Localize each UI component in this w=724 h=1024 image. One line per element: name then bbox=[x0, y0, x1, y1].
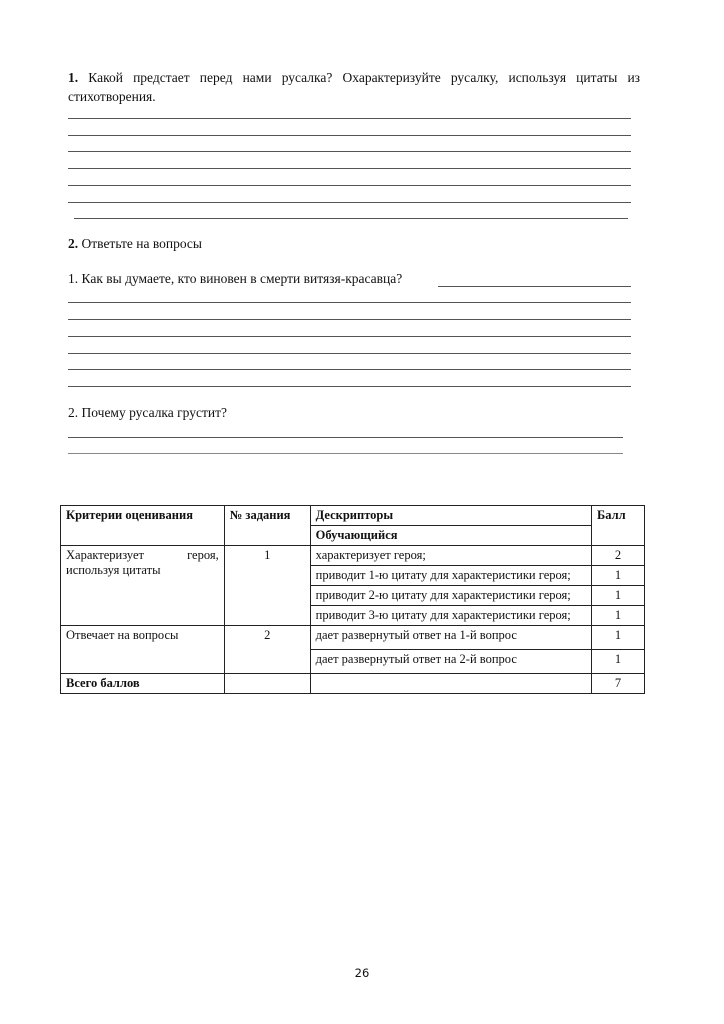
answer-line bbox=[68, 168, 631, 169]
question-1-text: Какой предстает перед нами русалка? Охарактеризуйте русалку, используя цитаты из стихотворения. bbox=[68, 70, 640, 104]
table-row bbox=[61, 546, 645, 566]
table-header-row bbox=[61, 506, 645, 526]
header-task-number: № задания bbox=[224, 506, 310, 546]
descriptor-cell: приводит 2-ю цитату для характеристики героя; bbox=[310, 586, 591, 606]
page-number: 26 bbox=[354, 966, 370, 980]
answer-line bbox=[68, 437, 623, 438]
header-descriptors: Дескрипторы bbox=[310, 506, 591, 526]
answer-line bbox=[68, 151, 631, 152]
answer-line bbox=[68, 336, 631, 337]
score-cell: 1 bbox=[592, 586, 645, 606]
answer-line bbox=[68, 302, 631, 303]
answer-line bbox=[68, 135, 631, 136]
header-score: Балл bbox=[592, 506, 645, 546]
criterion-cell bbox=[61, 546, 225, 626]
table-total-row bbox=[61, 674, 645, 694]
answer-line bbox=[68, 319, 631, 320]
question-2-heading bbox=[68, 236, 202, 252]
answer-line bbox=[74, 218, 628, 219]
score-cell: 1 bbox=[592, 626, 645, 650]
answer-line bbox=[68, 369, 631, 370]
score-cell: 1 bbox=[592, 566, 645, 586]
descriptor-cell: дает развернутый ответ на 2-й вопрос bbox=[310, 650, 591, 674]
task-number-cell: 1 bbox=[224, 546, 310, 626]
total-label: Всего баллов bbox=[61, 674, 225, 694]
descriptor-cell: дает развернутый ответ на 1-й вопрос bbox=[310, 626, 591, 650]
answer-line bbox=[68, 118, 631, 119]
answer-line bbox=[438, 286, 631, 287]
question-2-text: Ответьте на вопросы bbox=[81, 236, 202, 251]
question-1 bbox=[68, 68, 640, 106]
sub-question-2: 2. Почему русалка грустит? bbox=[68, 405, 228, 420]
score-cell: 1 bbox=[592, 606, 645, 626]
empty-cell bbox=[224, 674, 310, 694]
table-row bbox=[61, 626, 645, 650]
answer-line bbox=[68, 386, 631, 387]
total-score: 7 bbox=[592, 674, 645, 694]
question-1-number: 1. bbox=[68, 70, 79, 85]
header-student: Обучающийся bbox=[310, 526, 591, 546]
answer-line bbox=[68, 185, 631, 186]
criterion-line: используя цитаты bbox=[66, 563, 161, 577]
descriptor-cell: приводит 3-ю цитату для характеристики героя; bbox=[310, 606, 591, 626]
criterion-cell: Отвечает на вопросы bbox=[61, 626, 225, 674]
sub-question-1: 1. Как вы думаете, кто виновен в смерти витязя-красавца? bbox=[68, 271, 403, 286]
criterion-line: Характеризует героя, bbox=[66, 548, 219, 562]
criteria-table bbox=[60, 505, 645, 694]
header-criteria: Критерии оценивания bbox=[61, 506, 225, 546]
descriptor-cell: характеризует героя; bbox=[310, 546, 591, 566]
score-cell: 1 bbox=[592, 650, 645, 674]
empty-cell bbox=[310, 674, 591, 694]
descriptor-cell: приводит 1-ю цитату для характеристики героя; bbox=[310, 566, 591, 586]
task-number-cell: 2 bbox=[224, 626, 310, 674]
score-cell: 2 bbox=[592, 546, 645, 566]
answer-line bbox=[68, 353, 631, 354]
answer-line bbox=[68, 202, 631, 203]
answer-line bbox=[68, 453, 623, 454]
question-2-number: 2. bbox=[68, 236, 79, 251]
